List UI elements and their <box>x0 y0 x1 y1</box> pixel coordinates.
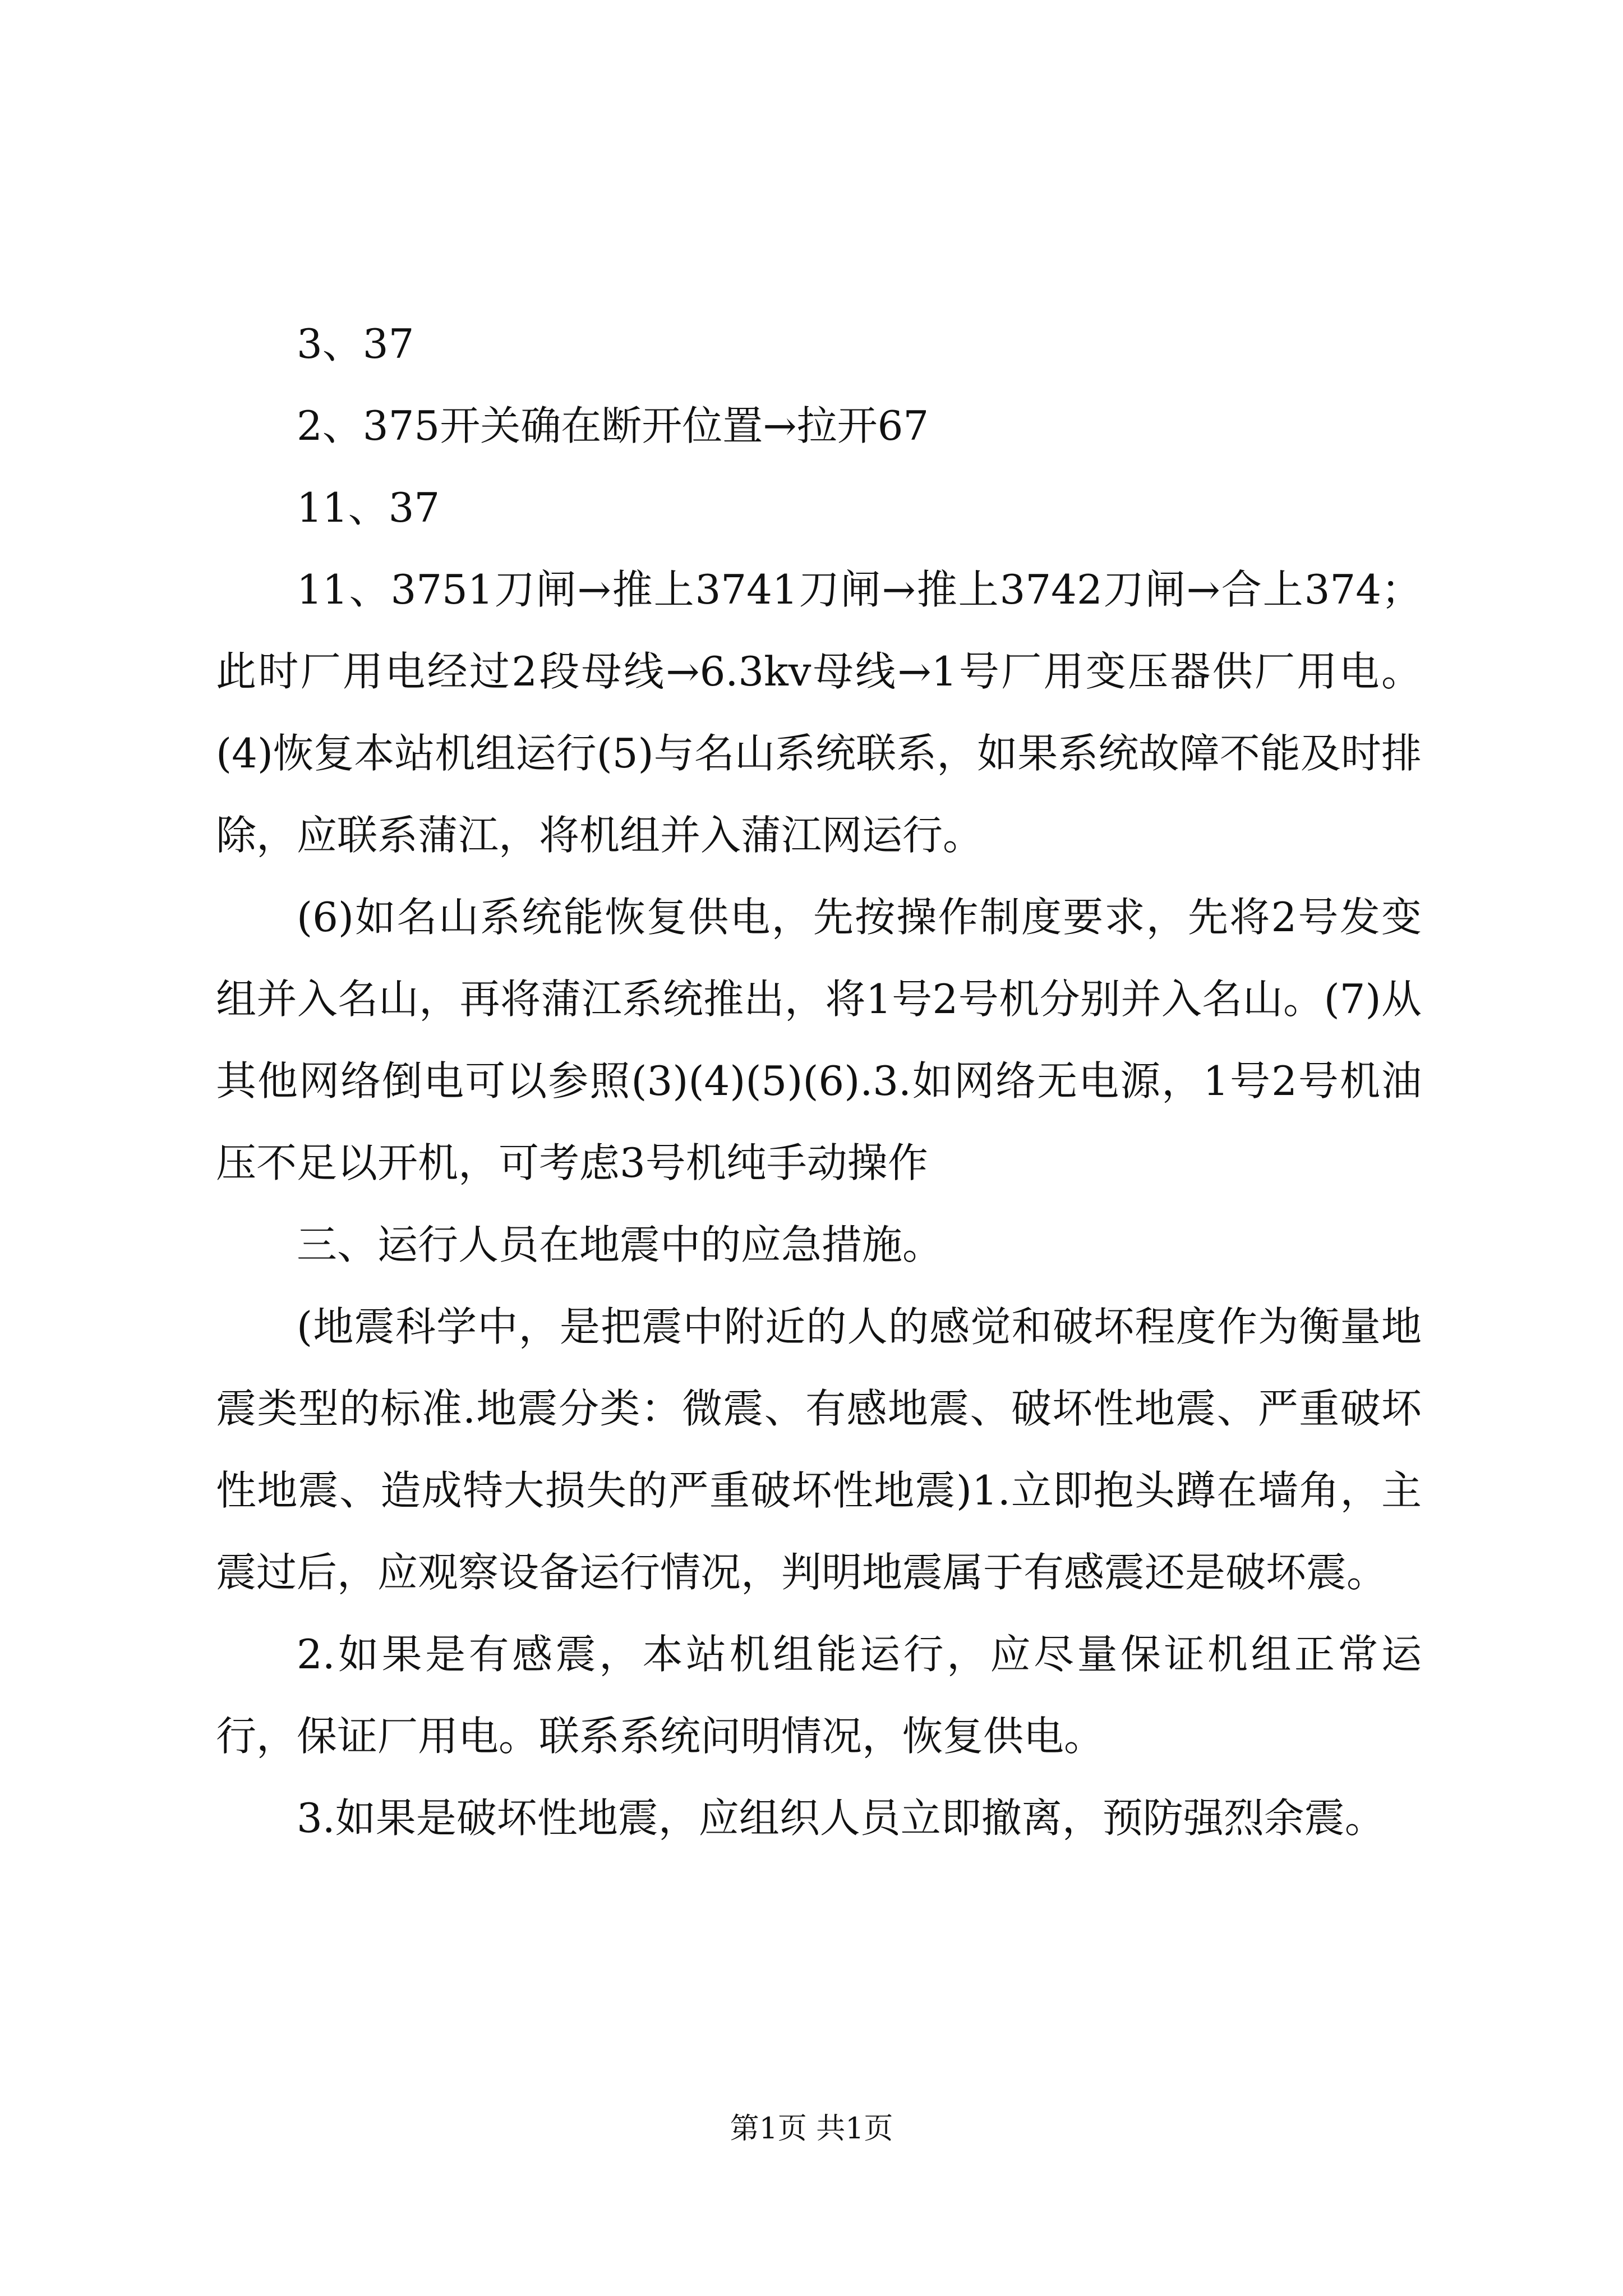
paragraph-8: 2.如果是有感震，本站机组能运行，应尽量保证机组正常运行，保证厂用电。联系系统问明情况，恢复供电。 <box>216 1631 1422 1760</box>
paragraph-4: 11、3751刀闸→推上3741刀闸→推上3742刀闸→合上374；此时厂用电经过2段母线→6.3kv母线→1号厂用变压器供厂用电。(4)恢复本站机组运行(5)与名山系统联系，如果系统故障不能及时排除，应联系蒲江，将机组并入蒲江网运行。 <box>216 566 1422 859</box>
paragraph-2: 2、375开关确在断开位置→拉开67 <box>297 402 929 449</box>
section-heading-earthquake: 三、运行人员在地震中的应急措施。 <box>297 1221 943 1268</box>
paragraph-5: (6)如名山系统能恢复供电，先按操作制度要求，先将2号发变组并入名山，再将蒲江系统推出，将1号2号机分别并入名山。(7)从其他网络倒电可以参照(3)(4)(5)(6).3.如网络无电源，1号2号机油压不足以开机，可考虑3号机纯手动操作 <box>216 894 1422 1186</box>
paragraph-9: 3.如果是破坏性地震，应组织人员立即撤离，预防强烈余震。 <box>297 1795 1385 1842</box>
document-body <box>216 303 1422 1859</box>
paragraph-7: (地震科学中，是把震中附近的人的感觉和破坏程度作为衡量地震类型的标准.地震分类：微震、有感地震、破坏性地震、严重破坏性地震、造成特大损失的严重破坏性地震)1.立即抱头蹲在墙角，主震过后，应观察设备运行情况，判明地震属于有感震还是破坏震。 <box>216 1303 1422 1596</box>
page-footer: 第1页 共1页 <box>730 2112 893 2146</box>
paragraph-1: 3、37 <box>297 320 414 367</box>
paragraph-3: 11、37 <box>297 484 440 531</box>
